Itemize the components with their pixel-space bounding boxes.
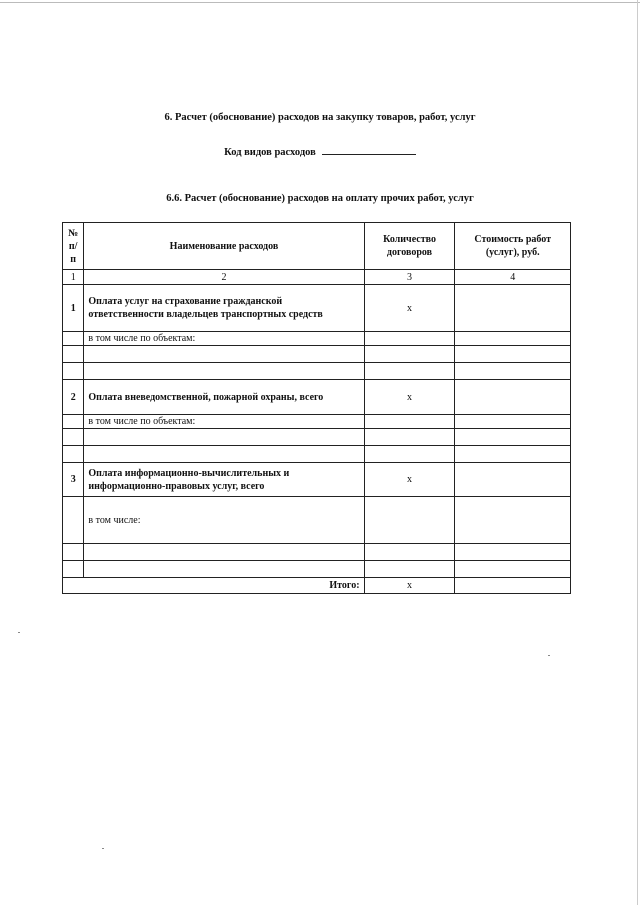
table-row [63, 544, 571, 561]
scan-speck [18, 632, 20, 633]
page-edge [637, 0, 638, 905]
header-contracts: Количество договоров [364, 223, 455, 270]
row-cost[interactable] [455, 285, 571, 332]
row-contracts: х [364, 380, 455, 415]
row-num: 3 [63, 463, 84, 497]
total-label: Итого: [63, 578, 365, 594]
total-cost[interactable] [455, 578, 571, 594]
row-cost[interactable] [455, 380, 571, 415]
header-cost: Стоимость работ (услуг), руб. [455, 223, 571, 270]
table-row [63, 332, 571, 346]
col-number: 3 [364, 270, 455, 285]
table-row [63, 346, 571, 363]
section-heading: 6. Расчет (обоснование) расходов на закупку товаров, работ, услуг [164, 112, 476, 123]
expense-code-label: Код видов расходов [224, 147, 316, 158]
row-contracts: х [364, 463, 455, 497]
col-number: 2 [84, 270, 364, 285]
row-sub-label: в том числе по объектам: [84, 332, 364, 346]
row-name: Оплата вневедомственной, пожарной охраны, всего [84, 380, 364, 415]
table-row [63, 363, 571, 380]
total-row [63, 578, 571, 594]
subsection-heading: 6.6. Расчет (обоснование) расходов на оплату прочих работ, услуг [166, 193, 474, 204]
scan-speck [548, 655, 550, 656]
table-row [63, 380, 571, 415]
header-name: Наименование расходов [84, 223, 364, 270]
table-row [63, 429, 571, 446]
table-row [63, 497, 571, 544]
row-num: 2 [63, 380, 84, 415]
table-row [63, 561, 571, 578]
table-row [63, 285, 571, 332]
table-header-row [63, 223, 571, 270]
column-number-row [63, 270, 571, 285]
row-sub-label: в том числе по объектам: [84, 415, 364, 429]
row-name: Оплата информационно-вычислительных и информационно-правовых услуг, всего [84, 463, 364, 497]
col-number: 4 [455, 270, 571, 285]
row-name: Оплата услуг на страхование гражданской ответственности владельцев транспортных средств [84, 285, 364, 332]
row-num: 1 [63, 285, 84, 332]
page-edge [0, 2, 640, 3]
expenses-table [62, 222, 571, 594]
expense-code-field[interactable] [322, 144, 416, 155]
row-cost[interactable] [455, 463, 571, 497]
table-row [63, 415, 571, 429]
scan-speck [102, 848, 104, 849]
total-contracts: х [364, 578, 455, 594]
header-num: № п/п [63, 223, 84, 270]
col-number: 1 [63, 270, 84, 285]
table-row [63, 463, 571, 497]
row-contracts: х [364, 285, 455, 332]
expense-code-line [0, 144, 640, 158]
row-sub-label: в том числе: [84, 497, 364, 544]
table-row [63, 446, 571, 463]
